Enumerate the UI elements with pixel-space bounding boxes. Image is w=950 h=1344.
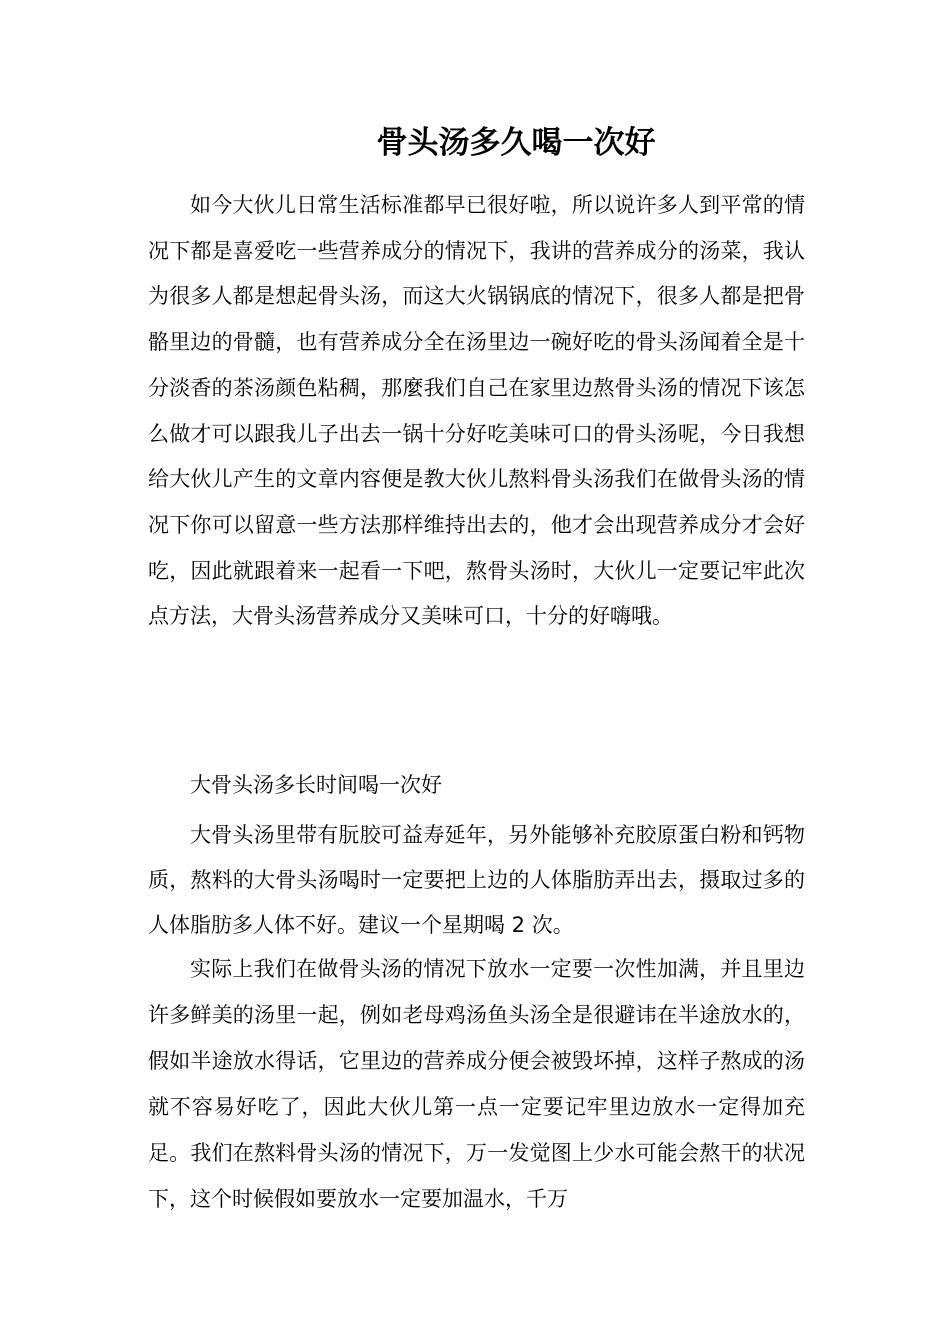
body-paragraph-2: 大骨头汤里带有朊胶可益寿延年，另外能够补充胶原蛋白粉和钙物质，熬料的大骨头汤喝时一定要把上边的人体脂肪弄出去，摄取过多的人体脂肪多人体不好。建议一个星期喝 2 次。	[148, 823, 805, 937]
intro-paragraph: 如今大伙儿日常生活标准都早已很好啦，所以说许多人到平常的情况下都是喜爱吃一些营养成分的情况下，我讲的营养成分的汤菜，我认为很多人都是想起骨头汤，而这大火锅锅底的情况下，很多人都是把骨骼里边的骨髓，也有营养成分全在汤里边一碗好吃的骨头汤闻着全是十分淡香的茶汤颜色粘稠，那麼我们自己在家里边熬骨头汤的情况下该怎么做才可以跟我儿子出去一锅十分好吃美味可口的骨头汤呢，今日我想给大伙儿产生的文章内容便是教大伙儿熬料骨头汤我们在做骨头汤的情况下你可以留意一些方法那样维持出去的，他才会出现营养成分才会好吃，因此就跟着来一起看一下吧，熬骨头汤时，大伙儿一定要记牢此次点方法，大骨头汤营养成分又美味可口，十分的好嗨哦。	[148, 193, 805, 629]
section-subheading: 大骨头汤多长时间喝一次好	[190, 773, 442, 797]
body-paragraph-3: 实际上我们在做骨头汤的情况下放水一定要一次性加满，并且里边许多鲜美的汤里一起，例如老母鸡汤鱼头汤全是很避讳在半途放水的，假如半途放水得话，它里边的营养成分便会被毁坏掉，这样子熬成的汤就不容易好吃了，因此大伙儿第一点一定要记牢里边放水一定得加充足。我们在熬料骨头汤的情况下，万一发觉图上少水可能会熬干的状况下，这个时候假如要放水一定要加温水，千万	[148, 957, 805, 1211]
document-title: 骨头汤多久喝一次好	[376, 125, 656, 161]
